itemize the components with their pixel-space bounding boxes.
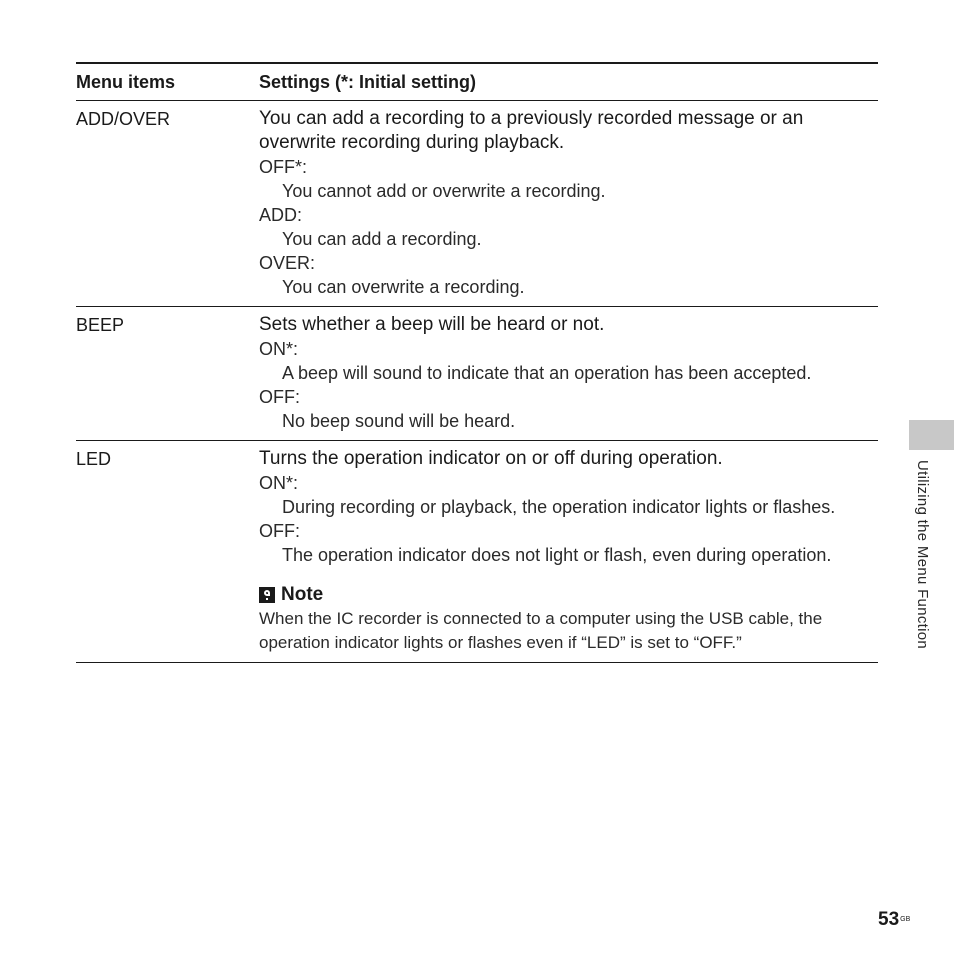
option-text: You can overwrite a recording.: [282, 277, 525, 297]
option-label: OFF:: [259, 387, 300, 407]
option-label: OFF:: [259, 521, 300, 541]
option-text: You can add a recording.: [282, 229, 482, 249]
menu-item-name: ADD/OVER: [76, 109, 171, 129]
option-label: OVER:: [259, 253, 316, 273]
settings-table: [76, 62, 878, 663]
option-label: OFF*:: [259, 157, 307, 177]
note-text: When the IC recorder is connected to a computer using the USB cable, the operation indicator lights or flashes even if “LED” is set to “OFF.”: [259, 609, 823, 652]
note-heading: [259, 583, 878, 607]
table-row: [76, 441, 878, 663]
page-number-value: 53: [878, 909, 900, 930]
menu-item-settings: [259, 107, 878, 299]
note-icon: [259, 587, 275, 603]
note-title: Note: [281, 584, 324, 605]
menu-item-settings: [259, 313, 878, 433]
menu-item-settings: [259, 447, 878, 655]
setting-description: Sets whether a beep will be heard or not.: [259, 314, 605, 335]
option-label: ADD:: [259, 205, 303, 225]
table-row: [76, 101, 878, 307]
setting-description: You can add a recording to a previously recorded message or an overwrite recording during playback.: [259, 108, 804, 153]
table-header: [76, 64, 878, 101]
page-number-suffix: GB: [900, 916, 911, 923]
option-text: No beep sound will be heard.: [282, 411, 516, 431]
section-label: Utilizing the Menu Function: [914, 460, 931, 650]
option-text: You cannot add or overwrite a recording.: [282, 181, 606, 201]
option-label: ON*:: [259, 339, 299, 359]
menu-item-name: BEEP: [76, 315, 125, 335]
note-box: [259, 583, 878, 655]
setting-description: Turns the operation indicator on or off during operation.: [259, 448, 723, 469]
page-number: [878, 908, 910, 932]
option-text: The operation indicator does not light or flash, even during operation.: [282, 545, 832, 565]
section-tab: [909, 420, 954, 450]
header-menu-items: Menu items: [76, 72, 176, 92]
option-label: ON*:: [259, 473, 299, 493]
menu-item-name: LED: [76, 449, 112, 469]
option-text: A beep will sound to indicate that an operation has been accepted.: [282, 363, 812, 383]
table-row: [76, 307, 878, 441]
header-settings: Settings (*: Initial setting): [259, 72, 477, 92]
option-text: During recording or playback, the operation indicator lights or flashes.: [282, 497, 836, 517]
